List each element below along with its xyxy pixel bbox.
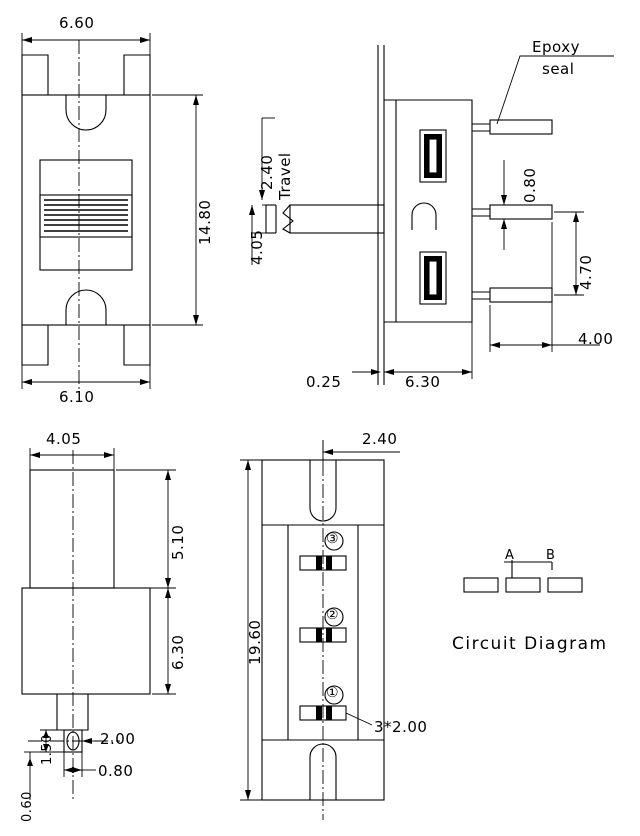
dim-6-10	[22, 365, 150, 389]
side-view-geometry	[249, 45, 614, 385]
dim-2-00-end	[82, 738, 98, 744]
epoxy-seal-label-line2: seal	[542, 60, 575, 78]
dim-label-2-40-bottom: 2.40	[362, 430, 398, 448]
dim-label-4-70: 4.70	[577, 254, 595, 290]
dim-label-14-80: 14.80	[196, 199, 214, 245]
terminal-number-3: ③	[326, 531, 340, 547]
travel-label: Travel	[276, 152, 294, 200]
dim-label-6-10: 6.10	[59, 388, 95, 406]
dim-5-10	[116, 470, 176, 588]
dim-label-5-10: 5.10	[169, 524, 187, 560]
top-view-geometry	[22, 40, 150, 390]
dim-label-4-05-side: 4.05	[248, 229, 266, 265]
terminal-number-2: ②	[326, 607, 340, 623]
circuit-terminal-b-label: B	[546, 548, 556, 563]
bottom-view-geometry	[262, 440, 384, 820]
dim-label-6-60: 6.60	[59, 14, 95, 32]
dim-label-2-40-travel: 2.40	[258, 154, 276, 190]
dim-label-6-30-end: 6.30	[169, 634, 187, 670]
dim-label-0-25: 0.25	[306, 373, 342, 391]
circuit-terminal-a-label: A	[505, 548, 515, 563]
dim-label-4-05-end: 4.05	[46, 430, 82, 448]
epoxy-seal-label-line1: Epoxy	[532, 38, 580, 56]
terminal-number-1: ①	[326, 685, 340, 701]
dim-6-30-side	[384, 322, 472, 379]
dim-label-0-80-end: 0.80	[98, 762, 134, 780]
circuit-diagram-title: Circuit Diagram	[452, 634, 608, 654]
circuit-diagram-geometry	[464, 560, 582, 592]
dim-6-60	[22, 33, 150, 55]
dim-label-4-00: 4.00	[578, 330, 614, 348]
dim-label-2-00-end: 2.00	[100, 730, 136, 748]
dim-0-80-end	[64, 752, 96, 777]
dim-label-0-60: 0.60	[20, 791, 35, 822]
dim-label-0-80-side: 0.80	[521, 167, 539, 203]
dim-label-6-30-side: 6.30	[405, 373, 441, 391]
dim-label-3x2-00: 3*2.00	[374, 718, 428, 736]
dim-label-19-60: 19.60	[246, 619, 264, 665]
dim-4-05-end	[30, 448, 114, 470]
dim-label-1-50: 1.50	[40, 734, 55, 765]
dim-0-25	[352, 369, 381, 375]
